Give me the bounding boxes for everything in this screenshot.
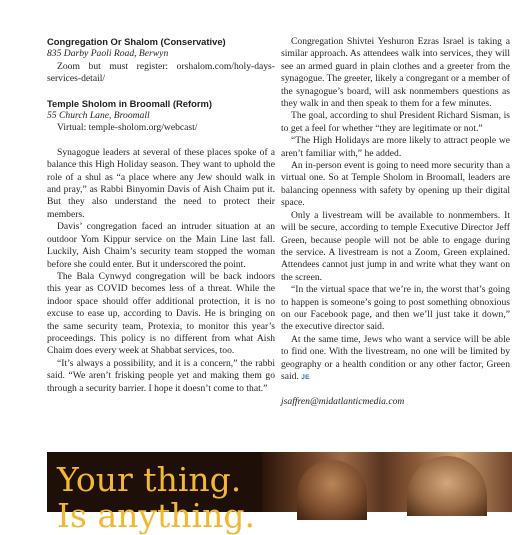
end-mark: JE: [301, 373, 310, 381]
ad-headline-line1: Your thing.: [57, 460, 242, 499]
article-paragraph: The goal, according to shul President Richard Sisman, is to get a feel for whether “they are legitimate or not.”: [281, 110, 510, 134]
article-paragraph: “It’s always a possibility, and it is a concern,” the rabbi said. “We aren’t frisking people yet and making them go through a security barrier. I hope it doesn’t come to that.”: [47, 357, 275, 394]
article-paragraph: Synagogue leaders at several of these places spoke of a balance this High Holiday season. They want to uphold the role of a shul as “a place where any Jew should walk in and pray,” as Rabbi Binyomin Davis of Aish Chaim put it. But they also understand the need to protect their members.: [47, 146, 275, 220]
right-column: [281, 36, 510, 409]
article-paragraph: Only a livestream will be available to nonmembers. It will be secure, according to temple Executive Director Jeff Green, because people will not be able to engage during the service. A livestream is not a Zoom, Green explained. Attendees cannot just jump in and write what they want on the screen.: [281, 209, 510, 283]
congregation-or-shalom-name: Congregation Or Shalom (Conservative): [47, 36, 226, 47]
article-paragraph: “In the virtual space that we’re in, the worst that’s going to happen is someone’s going to post something obnoxious on our Facebook page, and then we’ll just take it down,” the executive director said.: [281, 284, 510, 333]
article-paragraph: Congregation Shivtei Yeshuron Ezras Israel is taking a similar approach. As attendees walk into services, they will see an armed guard in plain clothes and a greeter from the synagogue. The greeter, likely a congregant or a member of the synagogue’s board, will ask nonmembers questions as they walk in and then speak to them for a few minutes.: [281, 36, 510, 110]
temple-sholom-note: Virtual: temple-sholom.org/webcast/: [57, 122, 198, 134]
advertisement-banner: [47, 452, 512, 535]
article-paragraph: An in-person event is going to need more security than a virtual one. So at Temple Sholom in Broomall, leaders are balancing openness with safety by opening up their digital space.: [281, 160, 510, 209]
congregation-or-shalom-address: 835 Darby Paoli Road, Berwyn: [47, 48, 169, 60]
article-paragraph: The Bala Cynwyd congregation will be back indoors this year as COVID becomes less of a threat. While the indoor space should offer additional protection, it is no excuse to ease up, according to Davis. He is bringing on the same security team, Protexia, to monitor this year’s proceedings. This policy is no different from what Aish Chaim does every week at Shabbat services, too.: [47, 270, 275, 357]
congregation-or-shalom-note: Zoom but must register: orshalom.com/holy-days-services-detail/: [47, 60, 275, 85]
ad-headline-line2: Is anything.: [57, 496, 255, 535]
author-email: jsaffren@midatlanticmedia.com: [281, 396, 405, 408]
article-paragraph: Davis’ congregation faced an intruder situation at an outdoor Yom Kippur service on the Main Line last fall. Luckily, Aish Chaim’s security team stopped the woman before she could enter. But it underscored the point.: [47, 221, 275, 270]
article-last-paragraph: [281, 334, 510, 385]
ad-headline: [57, 462, 255, 534]
last-paragraph-text: At the same time, Jews who want a service will be able to find one. With the livestream, no one will be limited by geography or a health condition or any other factor, Green said.: [281, 333, 510, 382]
article-paragraph: “The High Holidays are more likely to attract people we aren’t familiar with,” he added.: [281, 135, 510, 159]
temple-sholom-name: Temple Sholom in Broomall (Reform): [47, 97, 212, 109]
temple-sholom-address: 55 Church Lane, Broomall: [47, 110, 150, 122]
left-column: [47, 36, 275, 395]
